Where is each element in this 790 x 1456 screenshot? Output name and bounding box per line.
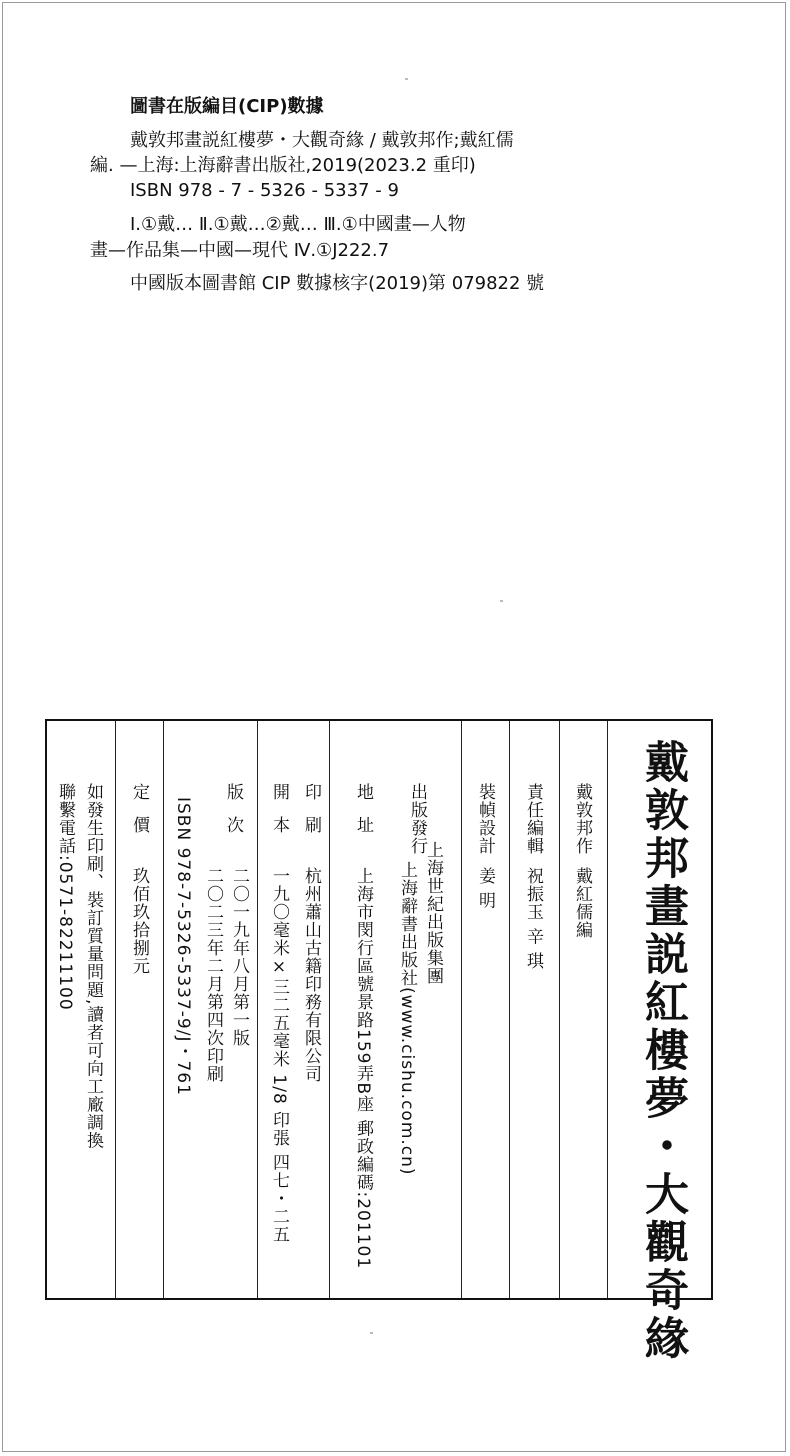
column-divider — [509, 721, 510, 1298]
print-speck — [370, 1332, 373, 1334]
printer-label: 印刷 — [301, 783, 321, 849]
column-divider — [461, 721, 462, 1298]
publisher-name: 上海辭書出版社(www.cishu.com.cn) — [397, 861, 417, 1176]
edition-first: 二〇一九年八月第一版 — [229, 867, 249, 1047]
publisher-group: 上海世紀出版集團 — [423, 841, 443, 985]
column-divider — [607, 721, 608, 1298]
column-divider — [329, 721, 330, 1298]
edition-label: 版次 — [223, 783, 243, 849]
format-label: 開本 — [269, 783, 289, 849]
print-speck — [405, 78, 408, 80]
cip-line-publication: 編. —上海:上海辭書出版社,2019(2023.2 重印) — [90, 155, 476, 176]
price: 玖佰玖拾捌元 — [129, 867, 149, 975]
cip-block — [0, 0, 790, 320]
edition-printing: 二〇二三年二月第四次印刷 — [203, 867, 223, 1083]
cip-classification-1: Ⅰ.①戴… Ⅱ.①戴…②戴… Ⅲ.①中國畫—人物 — [130, 214, 466, 235]
column-divider — [559, 721, 560, 1298]
design-label: 裝幀設計 — [475, 783, 495, 855]
contact-phone: 聯繫電話:0571-82211100 — [55, 783, 75, 1011]
editor: 戴紅儒編 — [572, 867, 592, 939]
print-speck — [500, 600, 503, 602]
publisher-label: 出版發行 — [407, 783, 427, 855]
address-label: 地址 — [353, 783, 373, 849]
responsible-editor-label: 責任編輯 — [523, 783, 543, 855]
isbn: ISBN 978-7-5326-5337-9/J・761 — [173, 797, 193, 1096]
cip-classification-2: 畫—作品集—中國—現代 Ⅳ.①J222.7 — [90, 240, 390, 261]
format: 一九〇毫米×三二五毫米 1/8 印張 四七・二五 — [269, 867, 289, 1244]
column-divider — [163, 721, 164, 1298]
cip-line-title: 戴敦邦畫説紅樓夢・大觀奇緣 / 戴敦邦作;戴紅儒 — [130, 130, 514, 151]
address: 上海市閔行區號景路159弄B座 郵政編碼:201101 — [353, 867, 373, 1270]
colophon-box — [45, 719, 713, 1363]
price-label: 定價 — [129, 783, 149, 849]
designer: 姜 明 — [475, 867, 495, 910]
printer: 杭州蕭山古籍印務有限公司 — [301, 867, 321, 1083]
cip-isbn: ISBN 978 - 7 - 5326 - 5337 - 9 — [130, 180, 399, 201]
column-divider — [257, 721, 258, 1298]
responsible-editors: 祝振玉 辛 琪 — [523, 867, 543, 970]
cip-record-number: 中國版本圖書館 CIP 數據核字(2019)第 079822 號 — [130, 273, 545, 294]
author: 戴敦邦作 — [572, 783, 592, 855]
cip-heading: 圖書在版編目(CIP)數據 — [130, 96, 324, 117]
quality-notice: 如發生印刷、裝訂質量問題,讀者可向工廠調換 — [83, 783, 103, 1150]
book-title: 戴敦邦畫説紅樓夢・大觀奇緣 — [637, 739, 688, 1363]
column-divider — [115, 721, 116, 1298]
